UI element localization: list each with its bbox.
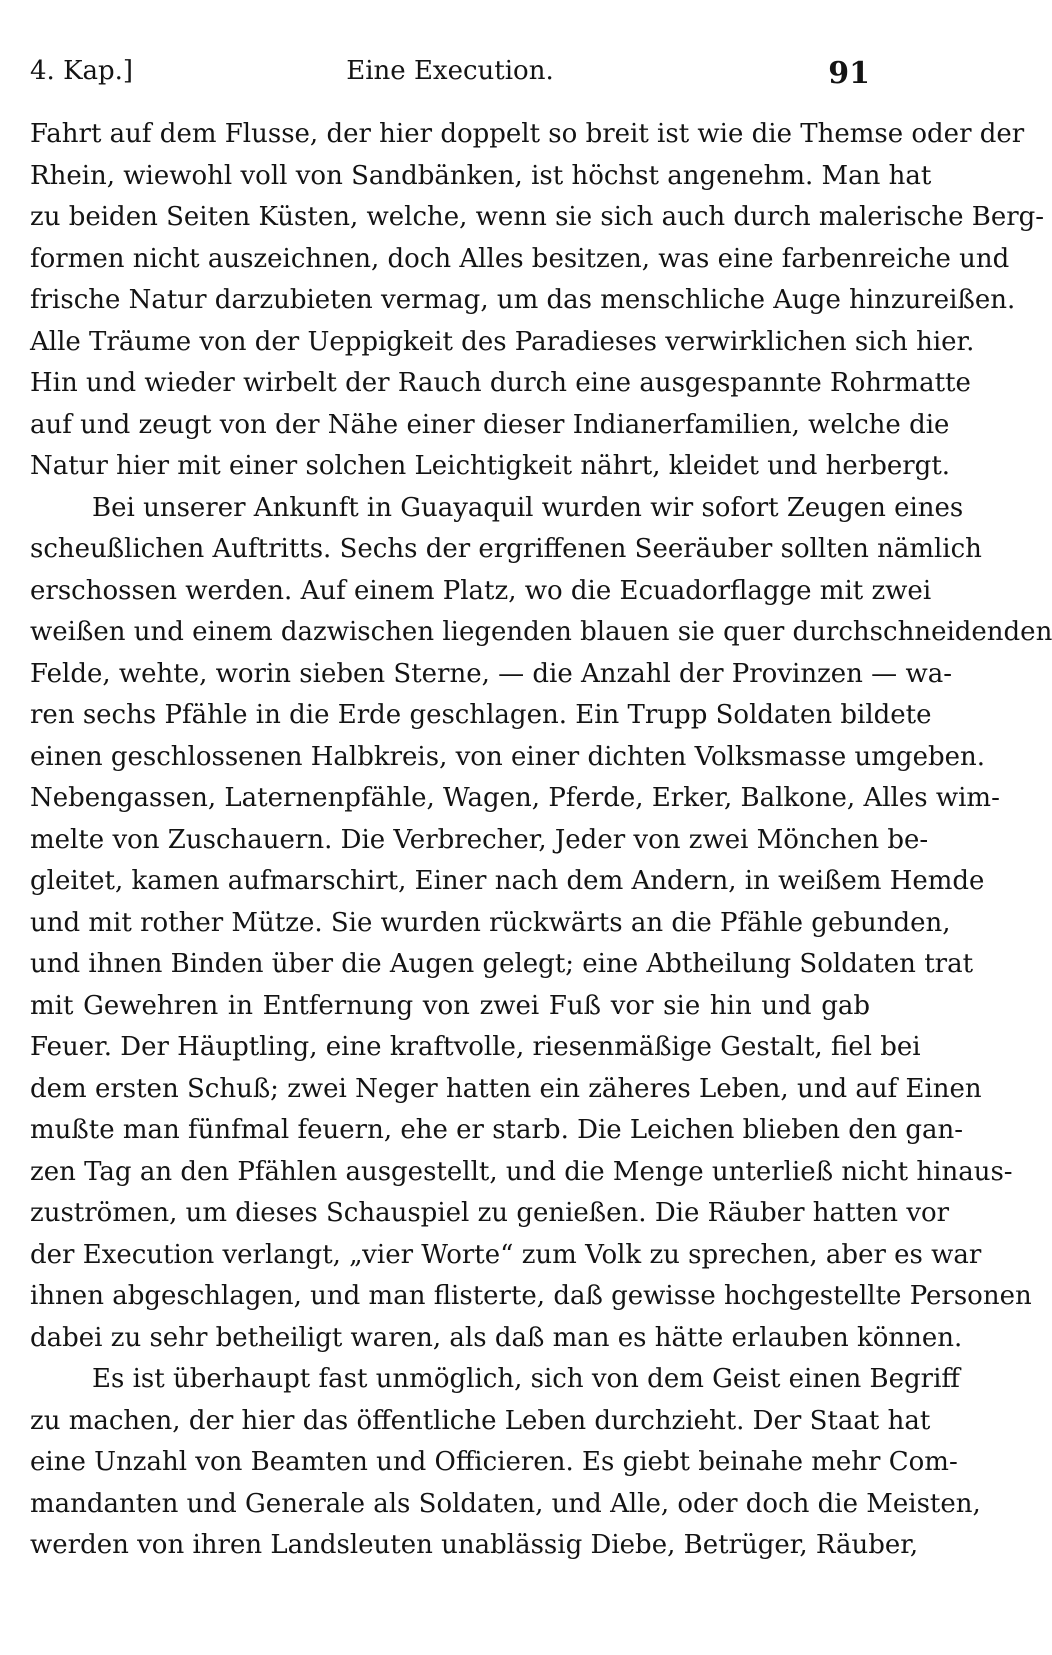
page-number: 91	[828, 56, 870, 91]
paragraph-1	[30, 114, 1045, 488]
text-line: scheußlichen Auftritts. Sechs der ergriffenen Seeräuber sollten nämlich	[30, 534, 982, 564]
text-line: Natur hier mit einer solchen Leichtigkeit nährt, kleidet und herbergt.	[30, 451, 951, 481]
text-line: ren sechs Pfähle in die Erde geschlagen. Ein Trupp Soldaten bildete	[30, 700, 932, 730]
text-line: Fahrt auf dem Flusse, der hier doppelt so breit ist wie die Themse oder der	[30, 119, 1025, 149]
text-line: dabei zu sehr betheiligt waren, als daß man es hätte erlauben können.	[30, 1322, 963, 1353]
text-line: gleitet, kamen aufmarschirt, Einer nach dem Andern, in weißem Hemde	[30, 866, 985, 896]
text-line: dem ersten Schuß; zwei Neger hatten ein zäheres Leben, und auf Einen	[30, 1073, 982, 1104]
text-line: Es ist überhaupt fast unmöglich, sich von dem Geist einen Begriff	[92, 1364, 960, 1394]
text-line: der Execution verlangt, „vier Worte“ zum Volk zu sprechen, aber es war	[30, 1239, 982, 1270]
running-title: Eine Execution.	[346, 56, 554, 86]
text-line: und ihnen Binden über die Augen gelegt; eine Abtheilung Soldaten trat	[30, 949, 974, 979]
text-line: eine Unzahl von Beamten und Officieren. Es giebt beinahe mehr Com-	[30, 1447, 958, 1477]
text-line: zu machen, der hier das öffentliche Leben durchzieht. Der Staat hat	[30, 1405, 931, 1436]
chapter-label: 4. Kap.]	[30, 56, 134, 86]
text-line: und mit rother Mütze. Sie wurden rückwärts an die Pfähle gebunden,	[30, 907, 951, 938]
paragraph-3	[30, 1359, 981, 1567]
text-line: formen nicht auszeichnen, doch Alles besitzen, was eine farbenreiche und	[30, 243, 1010, 274]
text-line: mandanten und Generale als Soldaten, und Alle, oder doch die Meisten,	[30, 1488, 981, 1519]
body-text	[30, 114, 1052, 1567]
text-line: erschossen werden. Auf einem Platz, wo die Ecuadorflagge mit zwei	[30, 575, 932, 606]
text-line: auf und zeugt von der Nähe einer dieser Indianerfamilien, welche die	[30, 409, 950, 440]
text-line: weißen und einem dazwischen liegenden blauen sie quer durchschneidenden	[30, 617, 1052, 647]
text-line: einen geschlossenen Halbkreis, von einer dichten Volksmasse umgeben.	[30, 741, 986, 772]
text-line: ihnen abgeschlagen, und man flisterte, daß gewisse hochgestellte Personen	[30, 1281, 1032, 1311]
text-line: zuströmen, um dieses Schauspiel zu genießen. Die Räuber hatten vor	[30, 1198, 950, 1228]
text-line: Rhein, wiewohl voll von Sandbänken, ist höchst angenehm. Man hat	[30, 160, 932, 191]
text-line: zu beiden Seiten Küsten, welche, wenn sie sich auch durch malerische Berg-	[30, 202, 1045, 232]
text-line: werden von ihren Landsleuten unablässig Diebe, Betrüger, Räuber,	[30, 1530, 919, 1560]
text-line: Nebengassen, Laternenpfähle, Wagen, Pferde, Erker, Balkone, Alles wim-	[30, 783, 1000, 813]
text-line: Felde, wehte, worin sieben Sterne, — die Anzahl der Provinzen — wa-	[30, 658, 952, 689]
text-line: Alle Träume von der Ueppigkeit des Paradieses verwirklichen sich hier.	[30, 326, 975, 357]
text-line: melte von Zuschauern. Die Verbrecher, Jeder von zwei Mönchen be-	[30, 824, 929, 855]
text-line: frische Natur darzubieten vermag, um das menschliche Auge hinzureißen.	[30, 285, 1016, 315]
paragraph-2	[30, 488, 1052, 1360]
text-line: zen Tag an den Pfählen ausgestellt, und die Menge unterließ nicht hinaus-	[30, 1156, 1013, 1187]
running-header	[30, 56, 870, 96]
text-line: Bei unserer Ankunft in Guayaquil wurden wir sofort Zeugen eines	[92, 492, 964, 523]
text-line: Feuer. Der Häuptling, eine kraftvolle, riesenmäßige Gestalt, fiel bei	[30, 1032, 921, 1062]
text-line: mußte man fünfmal feuern, ehe er starb. Die Leichen blieben den gan-	[30, 1115, 964, 1145]
text-line: mit Gewehren in Entfernung von zwei Fuß vor sie hin und gab	[30, 990, 870, 1021]
text-line: Hin und wieder wirbelt der Rauch durch eine ausgespannte Rohrmatte	[30, 368, 971, 398]
